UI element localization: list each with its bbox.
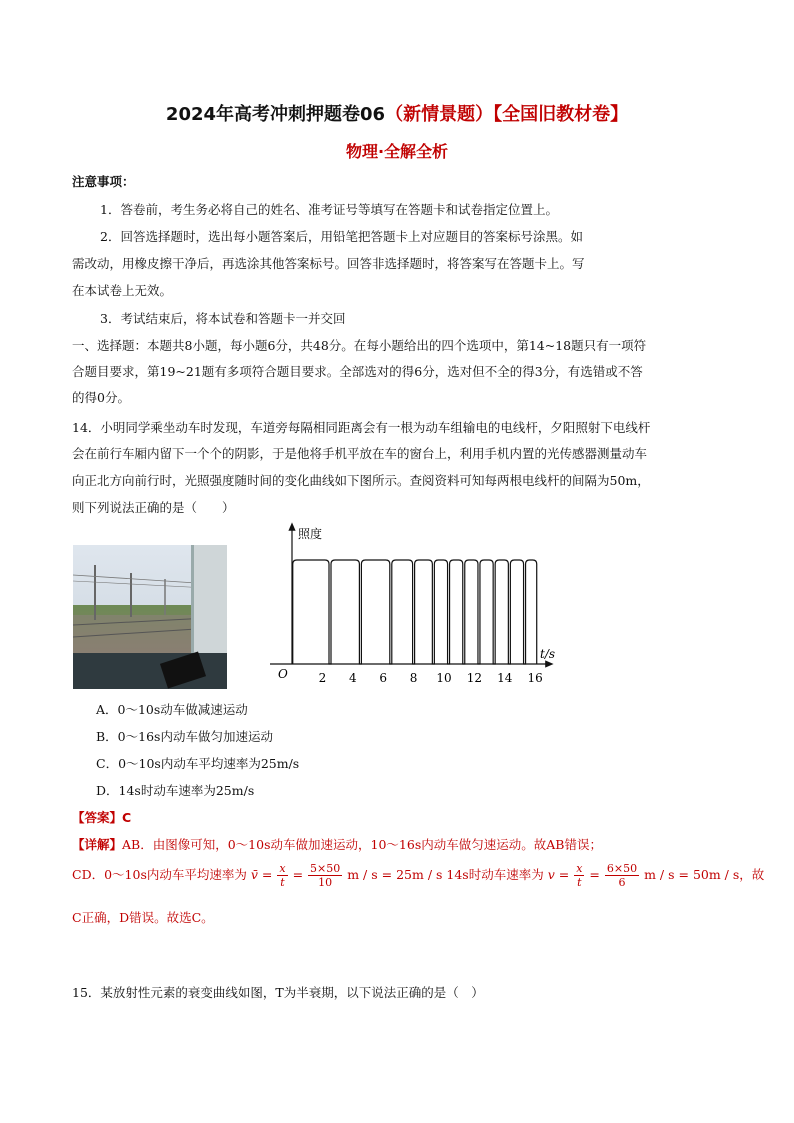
- answer-value: C: [122, 810, 132, 825]
- eq2-num-2: 6×50: [606, 862, 638, 875]
- section1-line-3: 的得0分。: [72, 390, 130, 405]
- notice-item-2-line-1: 2．回答选择题时，选出每小题答案后，用铅笔把答题卡上对应题目的答案标号涂黑。如: [100, 229, 583, 244]
- detail-ab: AB．由图像可知，0～10s动车做加速运动，10～16s内动车做匀速运动。故AB错误；: [122, 837, 602, 852]
- eq2-num-1: x: [576, 862, 583, 875]
- q14-option-c: C．0～10s内动车平均速率为25m/s: [96, 756, 300, 771]
- train-window-photo: [73, 545, 227, 689]
- y-axis-label: 照度: [298, 527, 323, 541]
- eq1-frac-1: [277, 862, 287, 889]
- notice-item-1: 1．答卷前，考生务必将自己的姓名、准考证号等填写在答题卡和试卷指定位置上。: [100, 202, 558, 217]
- eq1-num-2: 5×50: [310, 862, 341, 875]
- origin-label: O: [278, 667, 288, 681]
- eq2-mid: =: [589, 867, 600, 882]
- section1-heading: 一、选择题：本题共8小题，每小题6分，共48分。在每小题给出的四个选项中，第14~18题只有一项符: [72, 338, 647, 353]
- notice-item-3: 3．考试结束后，将本试卷和答题卡一并交回: [100, 311, 346, 326]
- eq1-tail: m / s = 25m / s: [347, 867, 443, 882]
- q14-detail-line-2: [72, 860, 764, 890]
- answer-label: 【答案】: [72, 810, 123, 825]
- eq2-den-2: 6: [618, 876, 626, 889]
- detail-cd-a: CD．0～10s内动车平均速率为: [72, 867, 247, 882]
- notice-item-2-line-2: 需改动，用橡皮擦干净后，再选涂其他答案标号。回答非选择题时，将答案写在答题卡上。写: [72, 256, 585, 271]
- illuminance-chart-svg: [262, 522, 556, 692]
- q14-option-a: A．0～10s动车做减速运动: [96, 702, 248, 717]
- eq2-lhs: v =: [547, 867, 570, 882]
- q15-line-1: 15．某放射性元素的衰变曲线如图，T为半衰期，以下说法正确的是（ ）: [72, 985, 484, 1000]
- title-tag-old-textbook: 【全国旧教材卷】: [493, 104, 629, 125]
- notice-heading: 注意事项：: [72, 174, 135, 189]
- eq2-den-1: t: [577, 876, 582, 889]
- detail-cd-c: ，故: [739, 867, 765, 882]
- page-title: [0, 100, 794, 126]
- x-tick-label-16: 16: [527, 671, 543, 685]
- eq1-den-2: 10: [318, 876, 333, 889]
- eq2-frac-2: [605, 862, 639, 889]
- illuminance-chart: [262, 522, 556, 696]
- q14-line-4: 则下列说法正确的是（ ）: [72, 500, 235, 515]
- x-tick-label-14: 14: [497, 671, 513, 685]
- q14-option-d: D．14s时动车速率为25m/s: [96, 783, 255, 798]
- detail-label: 【详解】: [72, 837, 123, 852]
- x-tick-label-4: 4: [348, 671, 357, 685]
- eq1-den-1: t: [280, 876, 285, 889]
- q14-line-3: 向正北方向前行时，光照强度随时间的变化曲线如下图所示。查阅资料可知每两根电线杆的间隔为50m，: [72, 473, 650, 488]
- eq2-tail: m / s = 50m / s: [644, 867, 740, 882]
- eq1-frac-2: [308, 862, 342, 889]
- title-main: 2024年高考冲刺押题卷06: [165, 104, 386, 125]
- x-tick-label-12: 12: [466, 671, 483, 685]
- x-tick-label-2: 2: [318, 671, 327, 685]
- q14-detail-line-1: [72, 837, 602, 853]
- x-axis-label: t/s: [540, 647, 556, 661]
- eq1-lhs: v̄ =: [250, 867, 273, 882]
- detail-cd-b: 14s时动车速率为: [446, 867, 544, 882]
- q14-option-b: B．0～16s内动车做匀加速运动: [96, 729, 273, 744]
- q14-line-2: 会在前行车厢内留下一个个的阴影，于是他将手机平放在车的窗台上，利用手机内置的光传感器测量动车: [72, 446, 648, 461]
- notice-item-2-line-3: 在本试卷上无效。: [72, 283, 173, 298]
- illuminance-curve: [293, 560, 537, 664]
- eq2-frac-1: [574, 862, 584, 889]
- q14-detail-line-3: C正确，D错误。故选C。: [72, 910, 214, 925]
- q14-answer: [72, 810, 131, 826]
- x-tick-label-8: 8: [409, 671, 418, 685]
- x-tick-label-10: 10: [436, 671, 452, 685]
- q14-line-1: 14．小明同学乘坐动车时发现，车道旁每隔相同距离会有一根为动车组输电的电线杆，夕阳照射下电线杆: [72, 420, 651, 435]
- section1-line-2: 合题目要求，第19~21题有多项符合题目要求。全部选对的得6分，选对但不全的得3分，有选错或不答: [72, 364, 643, 379]
- train-window-photo-svg: [73, 545, 227, 689]
- eq1-num-1: x: [279, 862, 286, 875]
- x-tick-label-6: 6: [379, 671, 388, 685]
- eq1-mid: =: [292, 867, 304, 882]
- page-subtitle: 物理·全解全析: [345, 142, 449, 161]
- title-tag-new-scenario: （新情景题）: [385, 104, 494, 125]
